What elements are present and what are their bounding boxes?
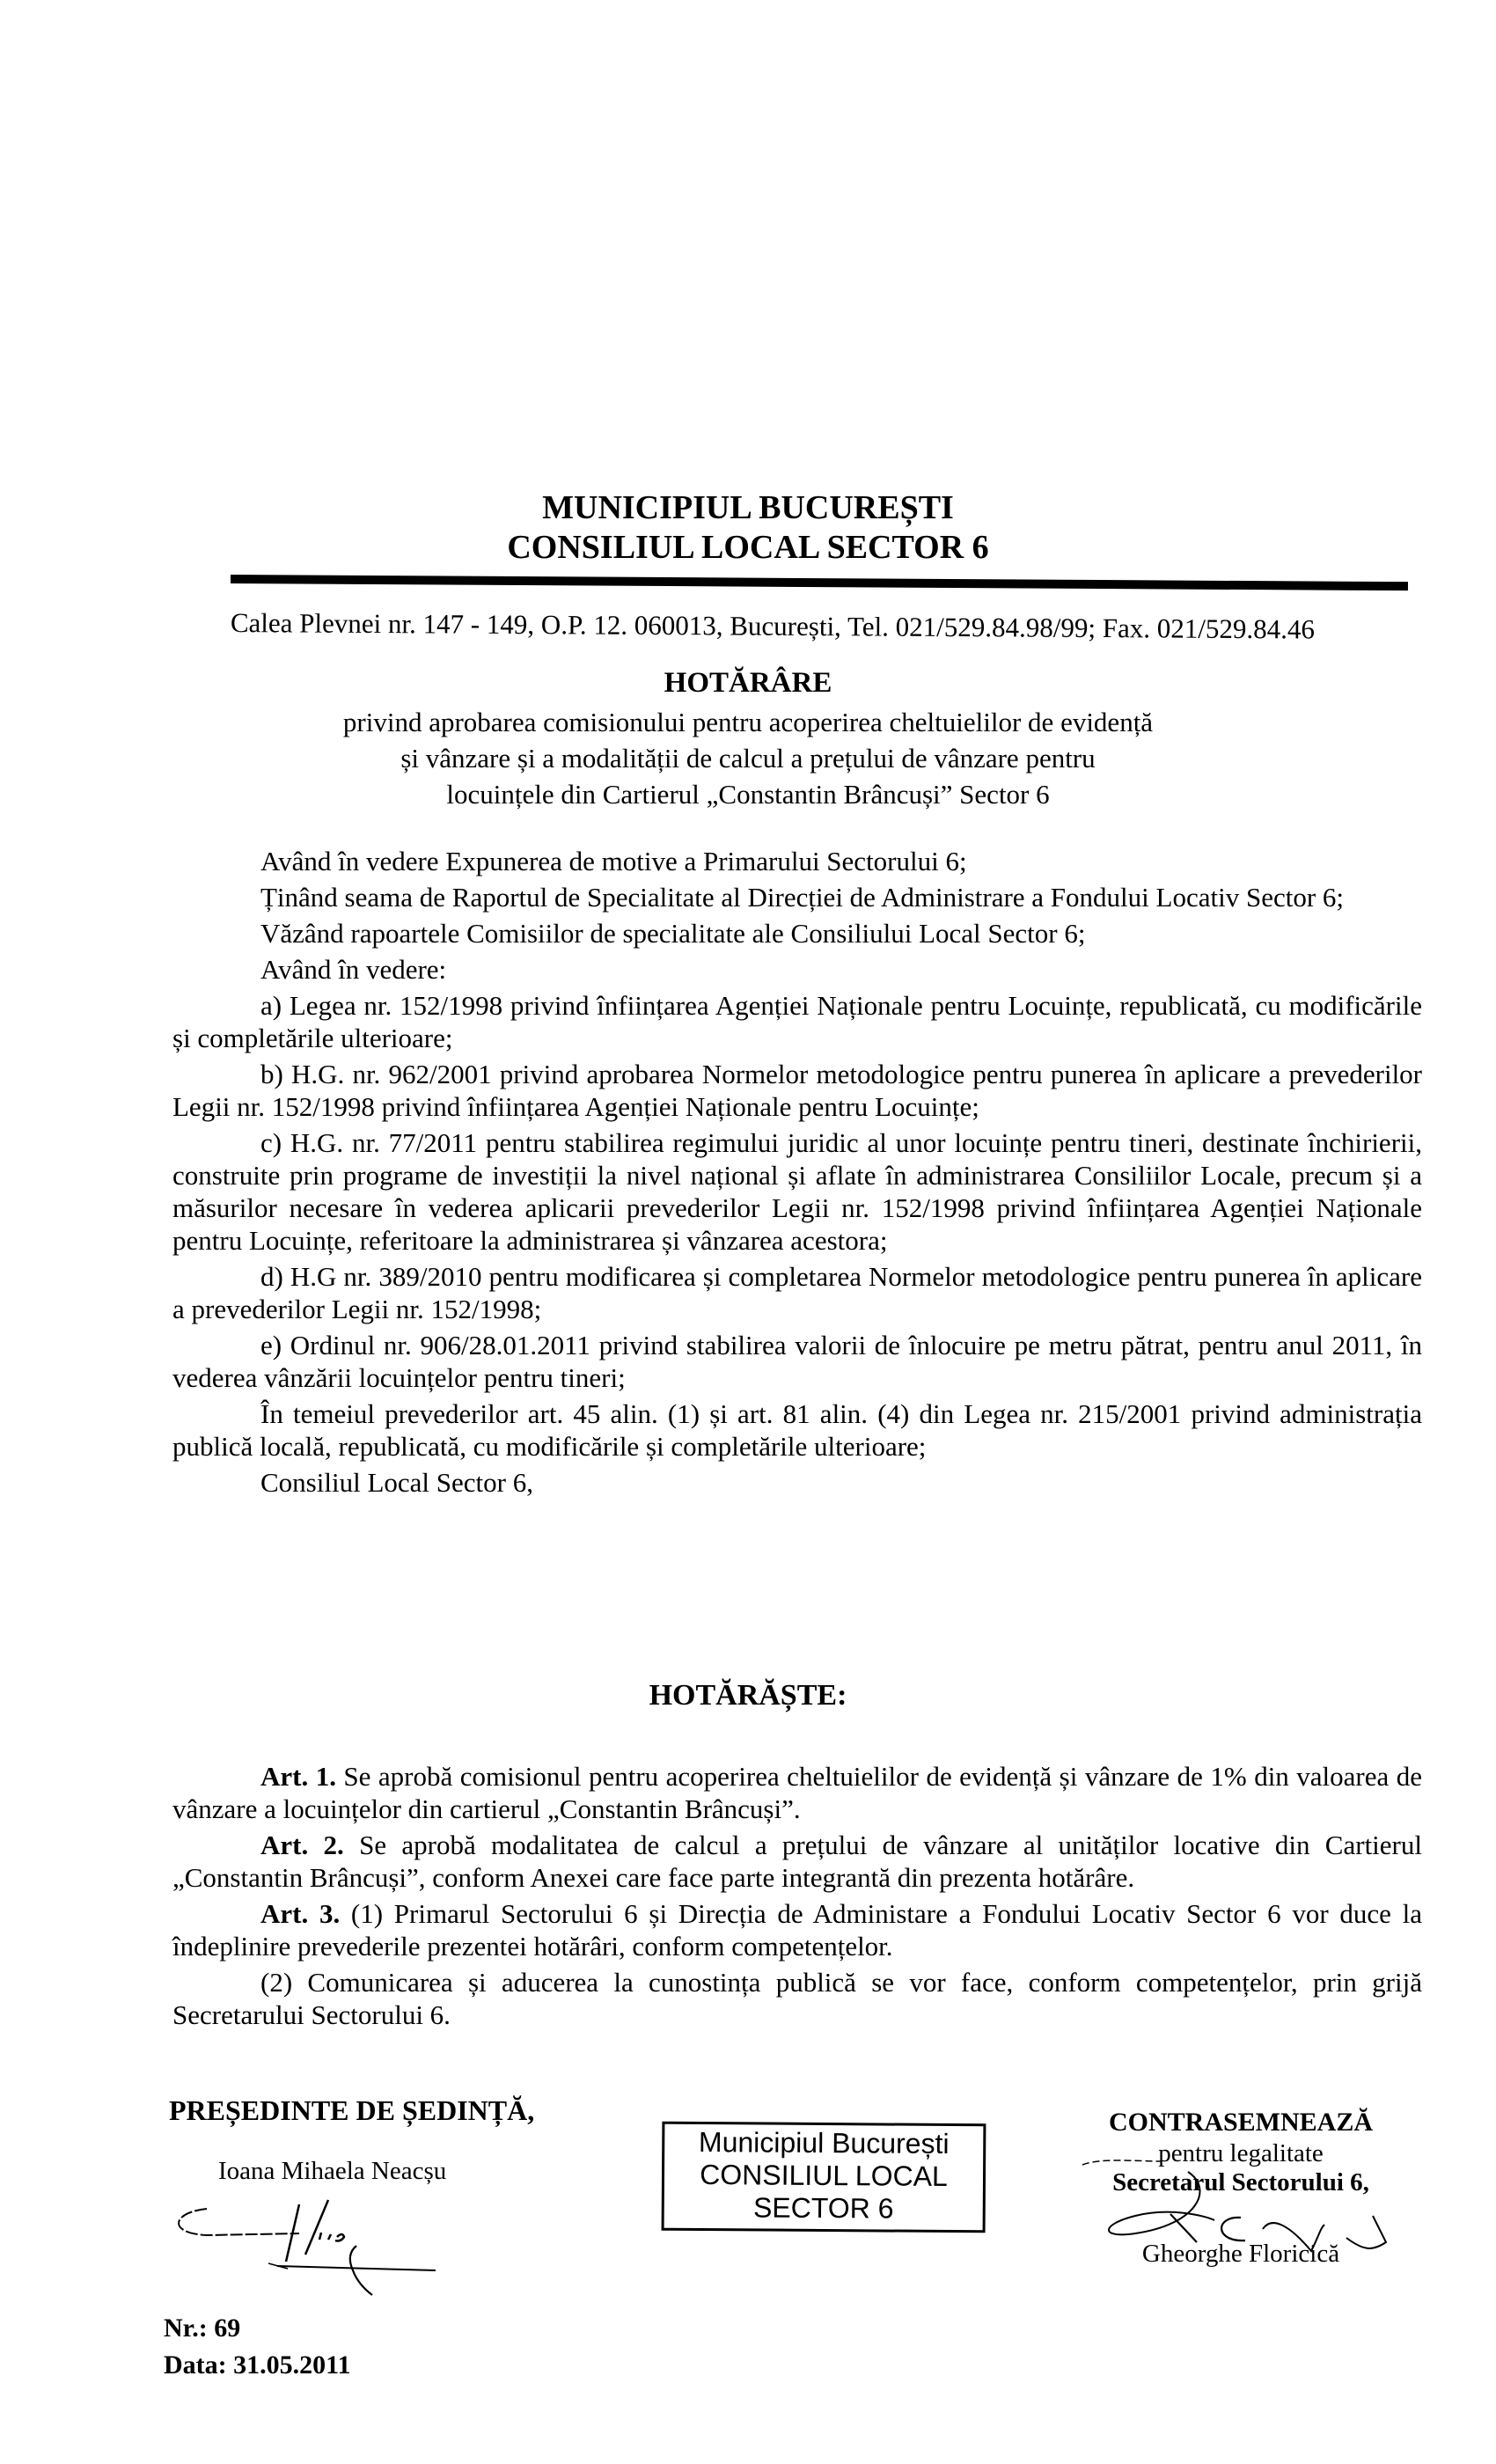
document-subtitle [0, 704, 1496, 812]
consideration-paragraph: Având în vedere: [260, 954, 447, 985]
president-role: PREȘEDINTE DE ȘEDINȚĂ, [169, 2094, 535, 2126]
document-title: HOTĂRÂRE [664, 667, 832, 699]
council-stamp [662, 2122, 986, 2233]
countersign-role: CONTRASEMNEAZĂ [1108, 2108, 1374, 2137]
decision-heading: HOTĂRĂȘTE: [649, 1679, 847, 1712]
header-municipality: MUNICIPIUL BUCUREȘTI [542, 489, 954, 526]
articles-section [172, 1760, 1422, 2035]
secretary-name: Gheorghe Floricică [1141, 2240, 1340, 2268]
article-text: Se aprobă comisionul pentru acoperirea cheltuielilor de evidență și vânzare de 1% din valoarea de vânzare a locuințelor din cartierul „Constantin Brâncuși”. [172, 1761, 1422, 1824]
subtitle-line: privind aprobarea comisionului pentru acoperirea cheltuielilor de evidență [342, 707, 1154, 737]
president-name: Ioana Mihaela Neacșu [218, 2157, 447, 2185]
countersign-purpose: pentru legalitate [1158, 2139, 1324, 2167]
stamp-line: SECTOR 6 [752, 2191, 894, 2225]
legal-reference-b: b) H.G. nr. 962/2001 privind aprobarea Normelor metodologice pentru punerea în aplicare a prevederilor Legii nr. 152/1998 privind înființarea Agenției Naționale pentru Locuințe; [172, 1059, 1422, 1122]
header-divider [231, 575, 1408, 590]
article-text: (1) Primarul Sectorului 6 și Direcția de Administare a Fondului Locativ Sector 6 vor duce la îndeplinire prevederile prezentei hotărâri, conform competențelor. [172, 1898, 1422, 1962]
article-text: Se aprobă modalitatea de calcul a prețului de vânzare al unităților locative din Cartierul „Constantin Brâncuși”, conform Anexei care face parte integrantă din prezenta hotărâre. [172, 1830, 1422, 1893]
article-3-paragraph-2 [172, 1966, 1422, 2031]
president-signature-icon [172, 2200, 400, 2306]
subtitle-line: locuințele din Cartierul „Constantin Brâncuși” Sector 6 [446, 779, 1050, 810]
legal-basis-paragraph: În temeiul prevederilor art. 45 alin. (1) și art. 81 alin. (4) din Legea nr. 215/2001 privind administrația publică locală, republicată, cu modificările și completările ulterioare; [172, 1398, 1422, 1462]
document-number: Nr.: 69 [164, 2314, 241, 2343]
document-meta [164, 2310, 351, 2384]
legal-reference-c: c) H.G. nr. 77/2011 pentru stabilirea regimului juridic al unor locuințe pentru tineri, destinate închirierii, construite prin programe de investiții la nivel național și aflate în administrarea Consiliilor Locale, precum și a măsurilor necesare în vederea aplicarii prevederilor Legii nr. 152/1998 privind înființarea Agenției Naționale pentru Locuințe, referitoare la administrarea și vânzarea acestora; [172, 1127, 1422, 1256]
article-text: (2) Comunicarea și aducerea la cunostința publică se vor face, conform competențelor, prin grijă Secretarului Sectorului 6. [172, 1967, 1422, 2030]
legal-reference-a: a) Legea nr. 152/1998 privind înființarea Agenției Naționale pentru Locuințe, republicată, cu modificările și completările ulterioare; [172, 990, 1422, 1053]
header-address: Calea Plevnei nr. 147 - 149, O.P. 12. 060013, București, Tel. 021/529.84.98/99; Fax. 021/529.84.46 [230, 607, 1316, 645]
consideration-paragraph: Având în vedere Expunerea de motive a Primarului Sectorului 6; [260, 846, 967, 876]
legal-reference-e: e) Ordinul nr. 906/28.01.2011 privind stabilirea valorii de înlocuire pe metru pătrat, pentru anul 2011, în vederea vânzării locuințelor pentru tineri; [172, 1330, 1422, 1393]
secretary-signature-icon [1082, 2154, 1399, 2251]
council-paragraph: Consiliul Local Sector 6, [260, 1467, 533, 1498]
subtitle-line: și vânzare și a modalității de calcul a prețului de vânzare pentru [400, 743, 1096, 774]
consideration-paragraph: Văzând rapoartele Comisiilor de specialitate ale Consiliului Local Sector 6; [260, 918, 1086, 949]
header-council: CONSILIUL LOCAL SECTOR 6 [507, 529, 989, 566]
article-label: Art. 1. [260, 1761, 336, 1792]
legal-reference-d: d) H.G nr. 389/2010 pentru modificarea și completarea Normelor metodologice pentru punerea în aplicare a prevederilor Legii nr. 152/1998; [172, 1261, 1422, 1324]
article-2 [172, 1829, 1422, 1894]
stamp-line: Municipiul București [698, 2126, 950, 2160]
article-3 [172, 1897, 1422, 1962]
article-label: Art. 3. [260, 1898, 341, 1929]
article-1 [172, 1760, 1422, 1825]
consideration-paragraph: Ținând seama de Raportul de Specialitate al Direcției de Administrare a Fondului Locativ Sector 6; [260, 882, 1345, 913]
considerations-section [172, 845, 1422, 1502]
article-label: Art. 2. [260, 1830, 344, 1860]
stamp-line: CONSILIUL LOCAL [700, 2159, 948, 2192]
president-signature-block [169, 2094, 534, 2186]
secretary-office: Secretarul Sectorului 6, [1112, 2168, 1369, 2196]
document-date: Data: 31.05.2011 [164, 2350, 351, 2380]
